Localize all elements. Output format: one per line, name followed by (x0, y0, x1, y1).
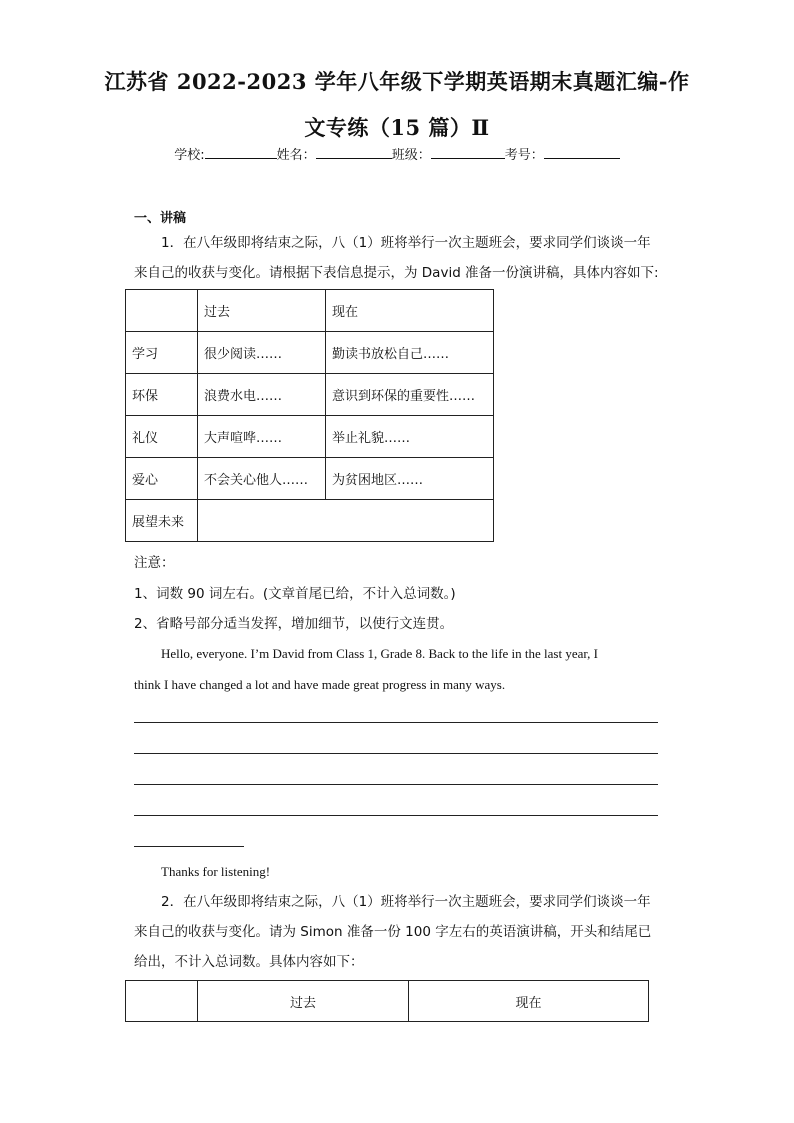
table-row (126, 500, 494, 542)
table-cell: 勤读书放松自己…… (326, 332, 494, 374)
number-label: 考号： (504, 148, 544, 163)
essay-opening (134, 638, 662, 700)
table-cell-empty (198, 500, 494, 542)
table-row (126, 416, 494, 458)
table-cell: 浪费水电…… (198, 374, 326, 416)
table-cell: 大声喧哗…… (198, 416, 326, 458)
essay-closing (134, 856, 662, 887)
section-heading: 一、讲稿 (134, 211, 187, 226)
note-1: 1、词数 90 词左右。(文章首尾已给，不计入总词数。) (134, 586, 456, 602)
table-row (126, 458, 494, 500)
table-cell (126, 290, 198, 332)
school-label: 学校: (174, 148, 205, 163)
table-cell: 很少阅读…… (198, 332, 326, 374)
class-blank[interactable] (431, 145, 505, 159)
writing-line[interactable] (134, 753, 658, 754)
table-cell: 爱心 (126, 458, 198, 500)
name-blank[interactable] (316, 145, 392, 159)
table-header-row (126, 981, 649, 1022)
table-cell: 环保 (126, 374, 198, 416)
document-title-line-1: 江苏省 2022-2023 学年八年级下学期英语期末真题汇编-作 (104, 69, 690, 94)
document-title-line-2: 文专练（15 篇）Ⅱ (304, 115, 490, 140)
writing-line-short[interactable] (134, 846, 244, 847)
number-blank[interactable] (544, 145, 620, 159)
table-row (126, 332, 494, 374)
table-cell: 举止礼貌…… (326, 416, 494, 458)
table-cell: 过去 (198, 290, 326, 332)
table-cell: 学习 (126, 332, 198, 374)
table-header-row (126, 290, 494, 332)
table-cell (126, 981, 198, 1022)
question-1-prompt: 1．在八年级即将结束之际，八（1）班将举行一次主题班会，要求同学们谈谈一年来自己的收获与变化。请根据下表信息提示，为 David 准备一份演讲稿，具体内容如下: (134, 235, 659, 281)
table-cell: 不会关心他人…… (198, 458, 326, 500)
writing-line[interactable] (134, 784, 658, 785)
writing-line[interactable] (134, 722, 658, 723)
table-cell: 为贫困地区…… (326, 458, 494, 500)
note-title: 注意： (134, 555, 175, 571)
question-1-table (125, 289, 494, 542)
school-blank[interactable] (205, 145, 277, 159)
essay-closing-text: Thanks for listening! (161, 864, 271, 879)
table-row (126, 374, 494, 416)
note-2: 2、省略号部分适当发挥，增加细节，以使行文连贯。 (134, 616, 454, 632)
name-label: 姓名： (276, 148, 316, 163)
essay-opening-line-2: think I have changed a lot and have made great progress in many ways. (134, 677, 506, 692)
table-cell: 过去 (198, 981, 409, 1022)
table-cell: 意识到环保的重要性…… (326, 374, 494, 416)
class-label: 班级： (391, 148, 431, 163)
student-info-line (0, 144, 794, 163)
table-cell: 现在 (326, 290, 494, 332)
question-2-table (125, 980, 649, 1022)
writing-line[interactable] (134, 815, 658, 816)
table-cell: 展望未来 (126, 500, 198, 542)
question-2-prompt: 2．在八年级即将结束之际，八（1）班将举行一次主题班会，要求同学们谈谈一年来自己的收获与变化。请为 Simon 准备一份 100 字左右的英语演讲稿，开头和结尾已给出，不计入总词数。具体内容如下： (134, 894, 652, 970)
table-cell: 礼仪 (126, 416, 198, 458)
essay-opening-line-1: Hello, everyone. I’m David from Class 1, Grade 8. Back to the life in the last year, I (161, 646, 599, 661)
table-cell: 现在 (409, 981, 649, 1022)
